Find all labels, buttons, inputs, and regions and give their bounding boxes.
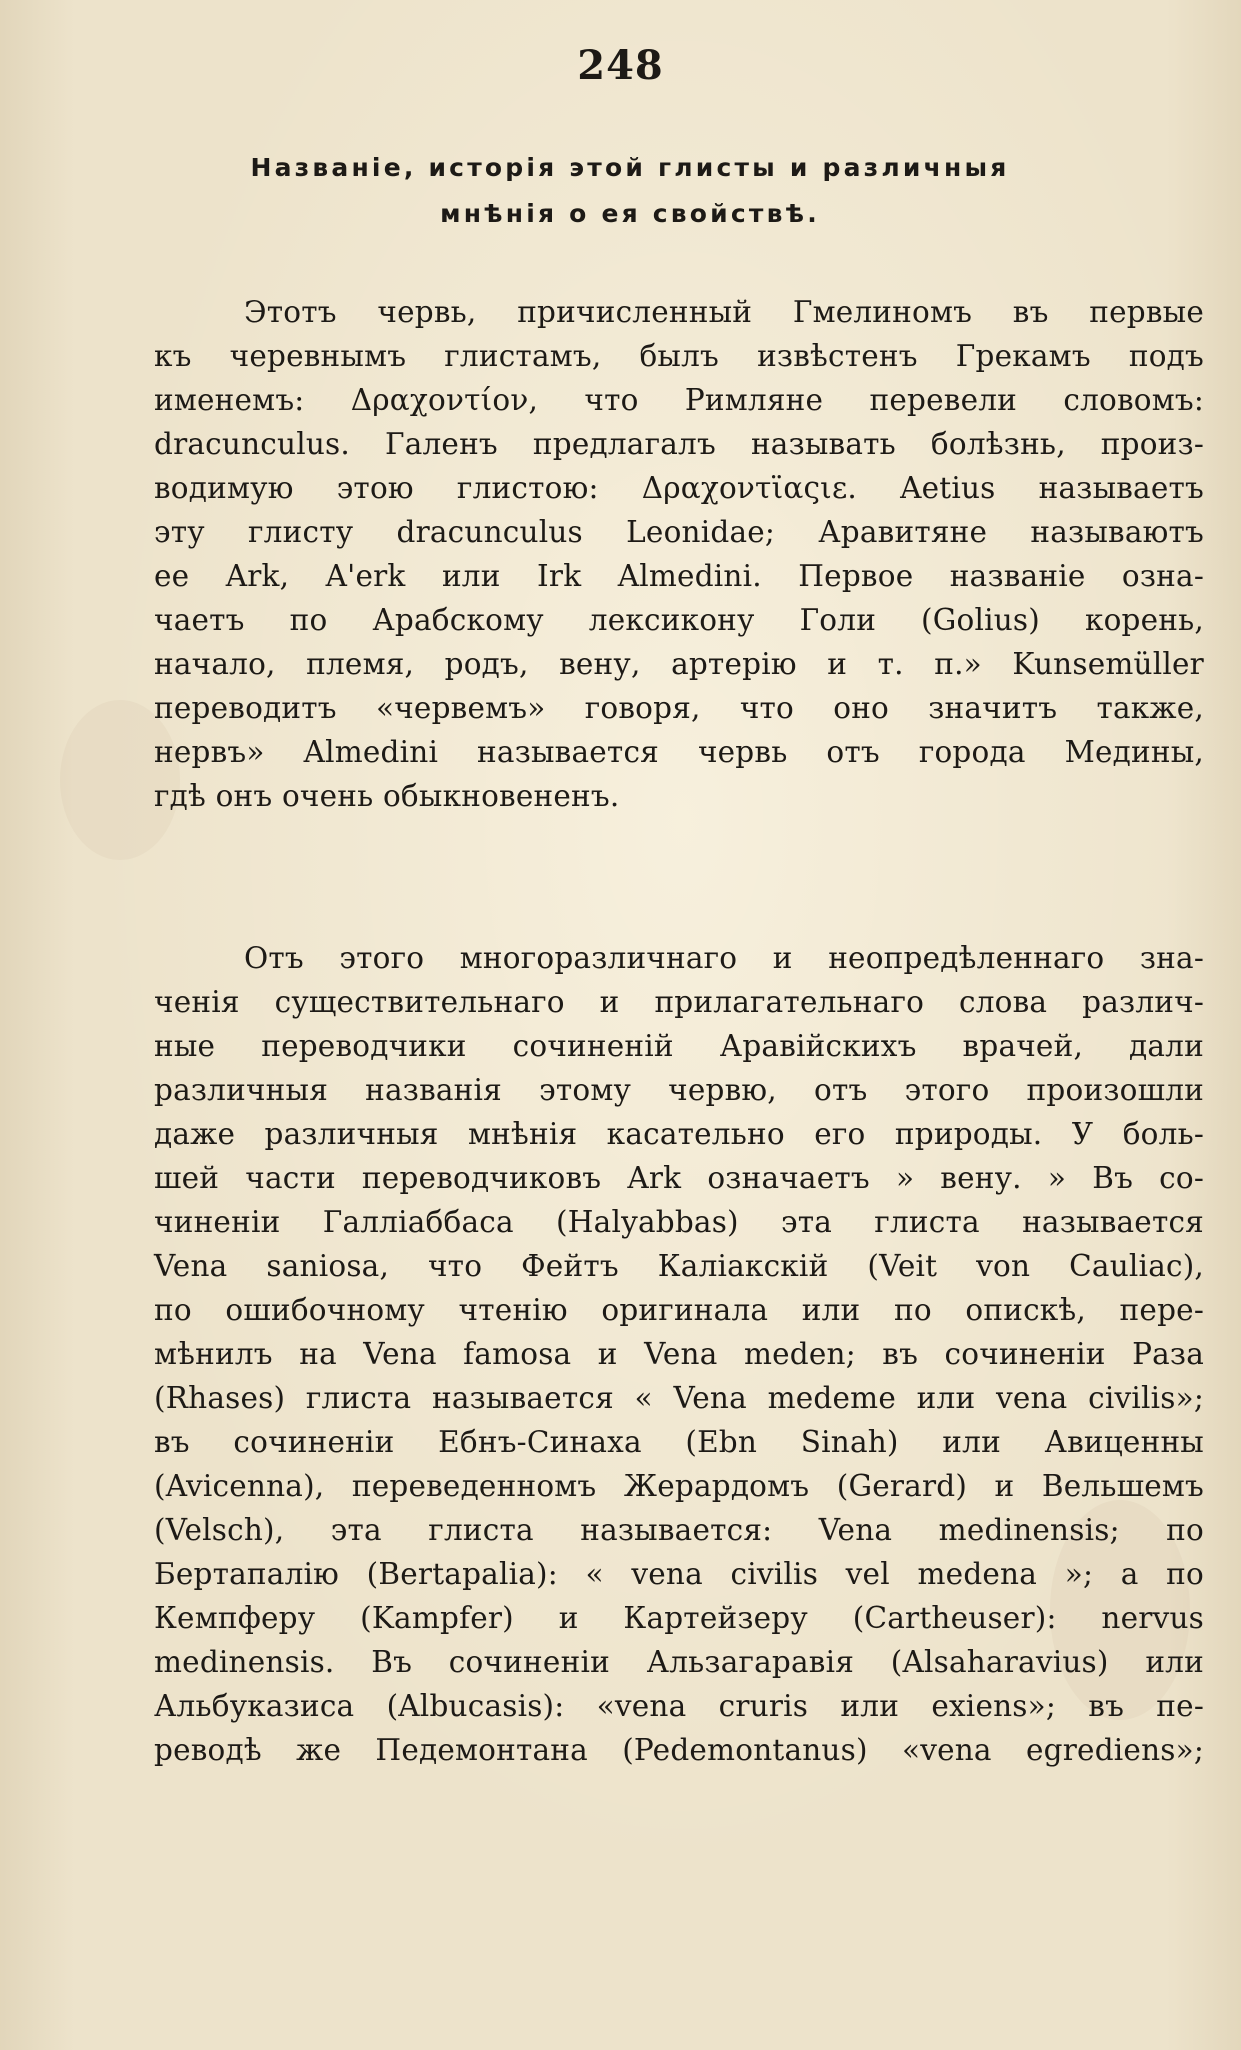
- text-line: даже различныя мнѣнія касательно его природы. У боль-: [154, 1117, 1204, 1151]
- text-line: переводитъ «червемъ» говоря, что оно значитъ также,: [154, 691, 1204, 725]
- text-line: Бертапалію (Bertapalia): « vena civilis vel medena »; а по: [154, 1557, 1204, 1591]
- paragraph-2: [154, 936, 1204, 1772]
- text-line: именемъ: Δραχοντίον, что Римляне перевели словомъ:: [154, 383, 1204, 417]
- text-line: начало, племя, родъ, вену, артерію и т. п.» Kunsemüller: [154, 647, 1204, 681]
- heading-line: Названіе, исторія этой глисты и различныя: [250, 153, 1010, 182]
- text-line: ные переводчики сочиненій Аравійскихъ врачей, дали: [154, 1029, 1204, 1063]
- section-heading: [140, 145, 1120, 237]
- text-line: чиненіи Галліаббаса (Halyabbas) эта глиста называется: [154, 1205, 1204, 1239]
- text-line: различныя названія этому червю, отъ этого произошли: [154, 1073, 1204, 1107]
- text-line: (Avicenna), переведенномъ Жерардомъ (Gerard) и Вельшемъ: [154, 1469, 1204, 1503]
- heading-line: мнѣнія о ея свойствѣ.: [440, 199, 820, 228]
- text-line: мѣнилъ на Vena famosa и Vena meden; въ сочиненіи Раза: [154, 1337, 1204, 1371]
- text-line: Vena saniosa, что Фейтъ Каліакскій (Veit von Cauliac),: [154, 1249, 1204, 1283]
- page-number: 248: [577, 42, 664, 89]
- text-line: Этотъ червь, причисленный Гмелиномъ въ первые: [244, 295, 1204, 329]
- text-line: (Velsch), эта глиста называется: Vena medinensis; по: [154, 1513, 1204, 1547]
- text-line: (Rhases) глиста называется « Vena medeme или vena civilis»;: [154, 1381, 1204, 1415]
- text-line: въ сочиненіи Ебнъ-Синаха (Ebn Sinah) или Авиценны: [154, 1425, 1204, 1459]
- text-line: ченія существительнаго и прилагательнаго слова различ-: [154, 985, 1204, 1019]
- text-line: нервъ» Almedini называется червь отъ города Медины,: [154, 735, 1204, 769]
- text-line: къ черевнымъ глистамъ, былъ извѣстенъ Грекамъ подъ: [154, 339, 1204, 373]
- text-line: Альбуказиса (Albucasis): «vena cruris или exiens»; въ пе-: [154, 1689, 1204, 1723]
- text-line: водимую этою глистою: Δραχοντϊαςιε. Aetius называетъ: [154, 471, 1204, 505]
- text-line: dracunculus. Галенъ предлагалъ называть болѣзнь, произ-: [154, 427, 1204, 461]
- text-line: гдѣ онъ очень обыкновененъ.: [154, 779, 620, 813]
- text-line: ее Ark, A'erk или Irk Almedini. Первое названіе озна-: [154, 559, 1204, 593]
- paragraph-1: [154, 290, 1204, 818]
- text-line: эту глисту dracunculus Leonidae; Аравитяне называютъ: [154, 515, 1204, 549]
- text-line: чаетъ по Арабскому лексикону Голи (Golius) корень,: [154, 603, 1204, 637]
- text-line: шей части переводчиковъ Ark означаетъ » вену. » Въ со-: [154, 1161, 1204, 1195]
- text-line: medinensis. Въ сочиненіи Альзагаравія (Alsaharavius) или: [154, 1645, 1204, 1679]
- text-line: Кемпферу (Kampfer) и Картейзеру (Cartheuser): nervus: [154, 1601, 1204, 1635]
- text-line: Отъ этого многоразличнаго и неопредѣленнаго зна-: [244, 941, 1204, 975]
- text-line: по ошибочному чтенію оригинала или по опискѣ, пере-: [154, 1293, 1204, 1327]
- text-line: реводѣ же Педемонтана (Pedemontanus) «vena egrediens»;: [154, 1733, 1204, 1767]
